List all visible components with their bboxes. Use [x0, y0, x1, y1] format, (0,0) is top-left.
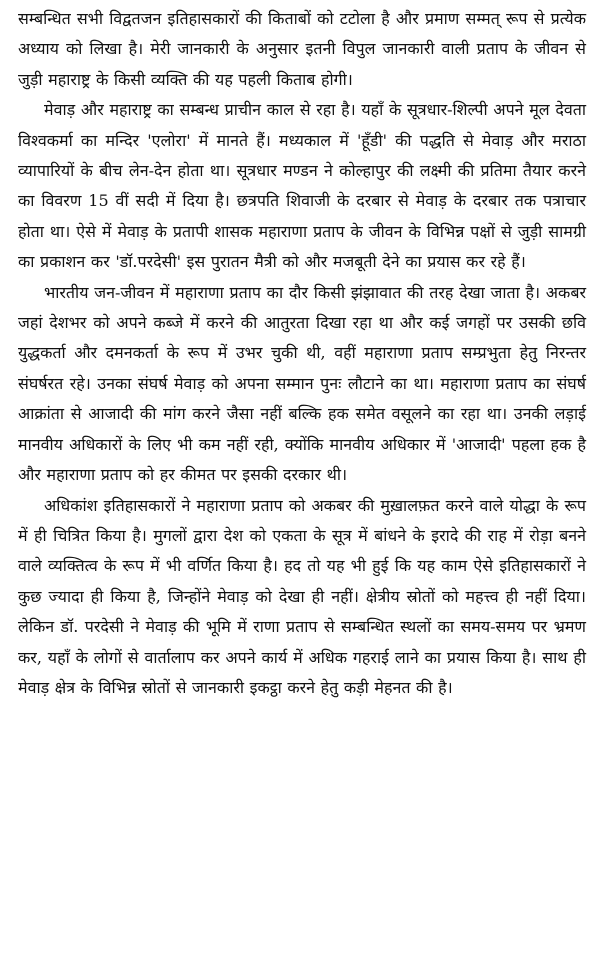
- paragraph-3: भारतीय जन-जीवन में महाराणा प्रताप का दौर किसी झंझावात की तरह देखा जाता है। अकबर जहां देशभर को अपने कब्जे में करने की आतुरता दिखा रहा था और कई जगहों पर उसकी छवि युद्धकर्ता और दमनकर्ता के रूप में उभर चुकी थी, वहीं महाराणा प्रताप सम्प्रभुता हेतु निरन्तर संघर्षरत रहे। उनका संघर्ष मेवाड़ को अपना सम्मान पुनः लौटाने का था। महाराणा प्रताप का संघर्ष आक्रांता से आजादी की मांग करने जैसा नहीं बल्कि हक समेत वसूलने का रहा था। उनकी लड़ाई मानवीय अधिकारों के लिए भी कम नहीं रही, क्योंकि मानवीय अधिकार में 'आजादी' पहला हक है और महाराणा प्रताप को हर कीमत पर इसकी दरकार थी।: [18, 282, 586, 485]
- paragraph-4: अधिकांश इतिहासकारों ने महाराणा प्रताप को अकबर की मुख़ालफ़त करने वाले योद्धा के रूप में ही चित्रित किया है। मुगलों द्वारा देश को एकता के सूत्र में बांधने के इरादे की राह में रोड़ा बनने वाले व्यक्तित्व के रूप में भी वर्णित किया है। हद तो यह भी हुई कि यह काम ऐसे इतिहासकारों ने कुछ ज्यादा ही किया है, जिन्होंने मेवाड़ को देखा ही नहीं। क्षेत्रीय स्रोतों को महत्त्व ही नहीं दिया। लेकिन डॉ. परदेसी ने मेवाड़ की भूमि में राणा प्रताप से सम्बन्धित स्थलों का समय-समय पर भ्रमण कर, यहाँ के लोगों से वार्तालाप कर अपने कार्य में अधिक गहराई लाने का प्रयास किया है। साथ ही मेवाड़ क्षेत्र के विभिन्न स्रोतों से जानकारी इकट्ठा करने हेतु कड़ी मेहनत की है।: [18, 495, 586, 697]
- paragraph-2: मेवाड़ और महाराष्ट्र का सम्बन्ध प्राचीन काल से रहा है। यहाँ के सूत्रधार-शिल्पी अपने मूल देवता विश्वकर्मा का मन्दिर 'एलोरा' में मानते हैं। मध्यकाल में 'हूँडी' की पद्धति से मेवाड़ और मराठा व्यापारियों के बीच लेन-देन होता था। सूत्रधार मण्डन ने कोल्हापुर की लक्ष्मी की प्रतिमा तैयार करने का विवरण 15 वीं सदी में दिया है। छत्रपति शिवाजी के दरबार से मेवाड़ के दरबार तक पत्राचार होता था। ऐसे में मेवाड़ के प्रतापी शासक महाराणा प्रताप के जीवन के विभिन्न पक्षों से जुड़ी सामग्री का प्रकाशन कर 'डॉ.परदेसी' इस पुरातन मैत्री को और मजबूती देने का प्रयास कर रहे हैं।: [18, 100, 586, 272]
- paragraph-1: सम्बन्धित सभी विद्वतजन इतिहासकारों की किताबों को टटोला है और प्रमाण सम्मत् रूप से प्रत्येक अध्याय को लिखा है। मेरी जानकारी के अनुसार इतनी विपुल जानकारी वाली प्रताप के जीवन से जुड़ी महाराष्ट्र के किसी व्यक्ति की यह पहली किताब होगी।: [18, 9, 586, 89]
